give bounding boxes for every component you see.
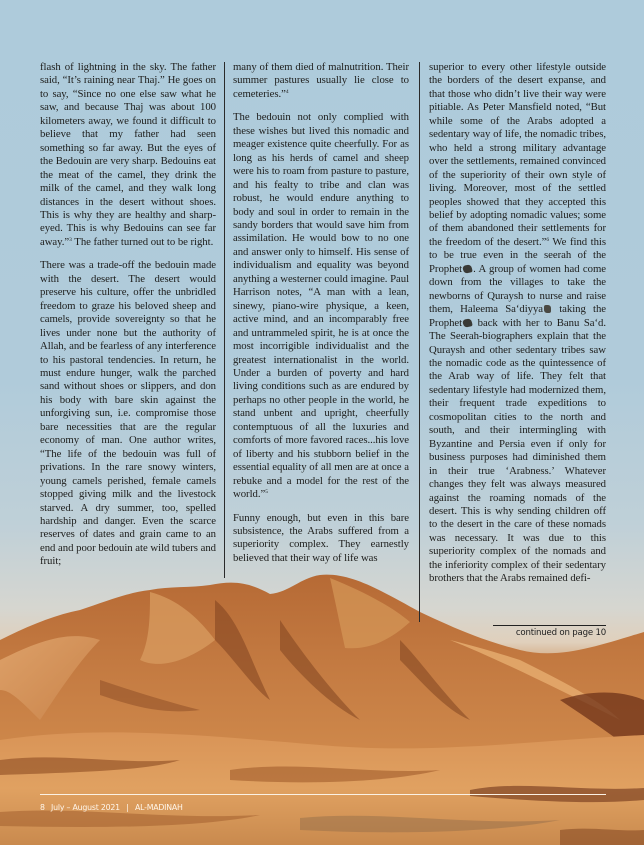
continued-rule <box>493 625 606 626</box>
article-column-2 <box>233 61 409 575</box>
continued-link[interactable]: continued on page 10 <box>515 628 606 638</box>
article-paragraph <box>233 111 409 501</box>
paragraph-text: many of them died of malnutrition. Their summer pastures usually lie close to cemeteries.” <box>233 61 409 100</box>
column-divider <box>224 62 225 578</box>
article-paragraph <box>40 61 216 249</box>
footnote-ref: 4 <box>285 88 289 95</box>
paragraph-text: superior to every other lifestyle outside the borders of the desert expanse, and that those who didn’t live their way were pitiable. As Peter Mansfield noted, “But while some of the Arabs adopted a sedentary way of life, the nomadic tribes, who held a strong military advantage over the settlements, remained convinced of the superiority of their own style of living. Moreover, most of the settled peoples showed that they accepted this belief by adopting nomadic values; some of them abandoned their settlements for the freedom of the desert.” <box>429 61 606 248</box>
footer-separator: | <box>126 803 129 812</box>
paragraph-text: Funny enough, but even in this bare subsistence, the Arabs suffered from a superiority complex. They earnestly believed that their way of life was <box>233 511 409 564</box>
paragraph-text: We find this to be true even in the seerah of the Prophet <box>429 235 607 275</box>
article-paragraph <box>233 61 409 101</box>
issue-date: July – August 2021 <box>51 803 120 812</box>
paragraph-text: The bedouin not only complied with these wishes but lived this nomadic and meager existence quite cheerfully. For as long as his herds of camel and sheep were his to roam from pasture to pasture, and his fealty to tribe and clan was robust, he would endure anything to body and soul in order to remain in the sandy borders that would save him from assimilation. He would bow to no one and answer only to himself. His sense of individualism and equality was beyond anything a westerner could imagine. Paul Harrison notes, “A man with a lean, sinewy, piano-wire physique, a keen, active mind, and an incomparably free and untrammeled spirit, he is at once the most incorrigible individualist and the greatest internationalist in the world. Under a burden of poverty and hard living conditions such as are endured by perhaps no other people in the world, he stand unbent and upright, cheerfully contemptuous of all the luxuries and comforts of more favored races...his love of liberty and his stubborn belief in the essential equality of all men are at once a rebuke and a model for the rest of the world.” <box>233 111 409 501</box>
paragraph-text: back with her to Banu Sa‘d. The Seerah-biographers explain that the Quraysh and other sedentary tribes saw the nomadic code as the quintessence of the Arab way of life. They felt that sedentary lifestyle had modernized them, their frequent trade expeditions to cosmopolitan cities to the north and south, and their intermingling with Byzantine and Persia even if only for business purposes had diminished them in their true ‘Arabness.’ Whatever changes they felt was always measured against the roaming nomads of the desert. This is why sending children off to the desert in the care of these nomads was necessary. It was due to this superiority complex of the nomads and the inferiority complex of their sedentary brothers that the Arabs remained defi- <box>429 316 606 585</box>
paragraph-text: . A group of women had come down from the villages to take the newborns of Quraysh to nurse and raise them, Haleema Sa‘diyya <box>429 262 606 316</box>
salutation-ra-icon <box>544 305 551 313</box>
salutation-pbuh-icon <box>462 318 472 328</box>
footnote-ref: 3 <box>69 236 72 243</box>
article-paragraph <box>233 512 409 566</box>
footnote-ref: 5 <box>265 489 268 496</box>
article-column-3 <box>429 61 606 596</box>
article-paragraph <box>429 61 606 586</box>
article-column-1 <box>40 61 216 579</box>
column-divider <box>419 62 420 622</box>
page-number: 8 <box>40 803 45 812</box>
paragraph-text: flash of lightning in the sky. The father said, “It’s raining near Thaj.” He goes on to say, “Since no one else saw what he saw, and because Thaj was about 100 kilometers away, we found it difficult to believe that my father had seen something so far away. But the eyes of the Bedouin are very sharp. Bedouins eat the meat of the camel, they drink the milk of the camel, and they walk long distances in the desert without shoes. This is why they are healthy and sharp-eyed. This is why Bedouins can see far away.” <box>40 61 216 248</box>
page-footer <box>40 803 187 812</box>
magazine-name: AL-MADINAH <box>134 803 183 812</box>
footnote-ref: 6 <box>546 236 550 243</box>
paragraph-text: The father turned out to be right. <box>71 235 214 248</box>
paragraph-text: taking the Prophet <box>429 303 607 329</box>
footer-rule <box>40 794 606 795</box>
paragraph-text: There was a trade-off the bedouin made with the desert. The desert would preserve his culture, offer the unbridled freedom to graze his beloved sheep and camels, provide sovereignty so that he lives under none but the authority of Allah, and be fearless of any interference to his pastoral tendencies. In return, he must endure hunger, walk the parched sand without shoes or slippers, and don his body with bare skin against the unforgiving sun, i.e. compromise those bare necessities that are the regular economy of man. One author writes, “The life of the bedouin was full of privations. In the rare snowy winters, young camels perished, female camels stopped giving milk and the livestock starved. A dry summer, too, spelled hardship and danger. Even the scarce reserves of dates and grain came to an end and poor bedouin ate wild tubers and fruit; <box>40 259 216 568</box>
salutation-pbuh-icon <box>462 264 472 274</box>
article-paragraph <box>40 259 216 568</box>
